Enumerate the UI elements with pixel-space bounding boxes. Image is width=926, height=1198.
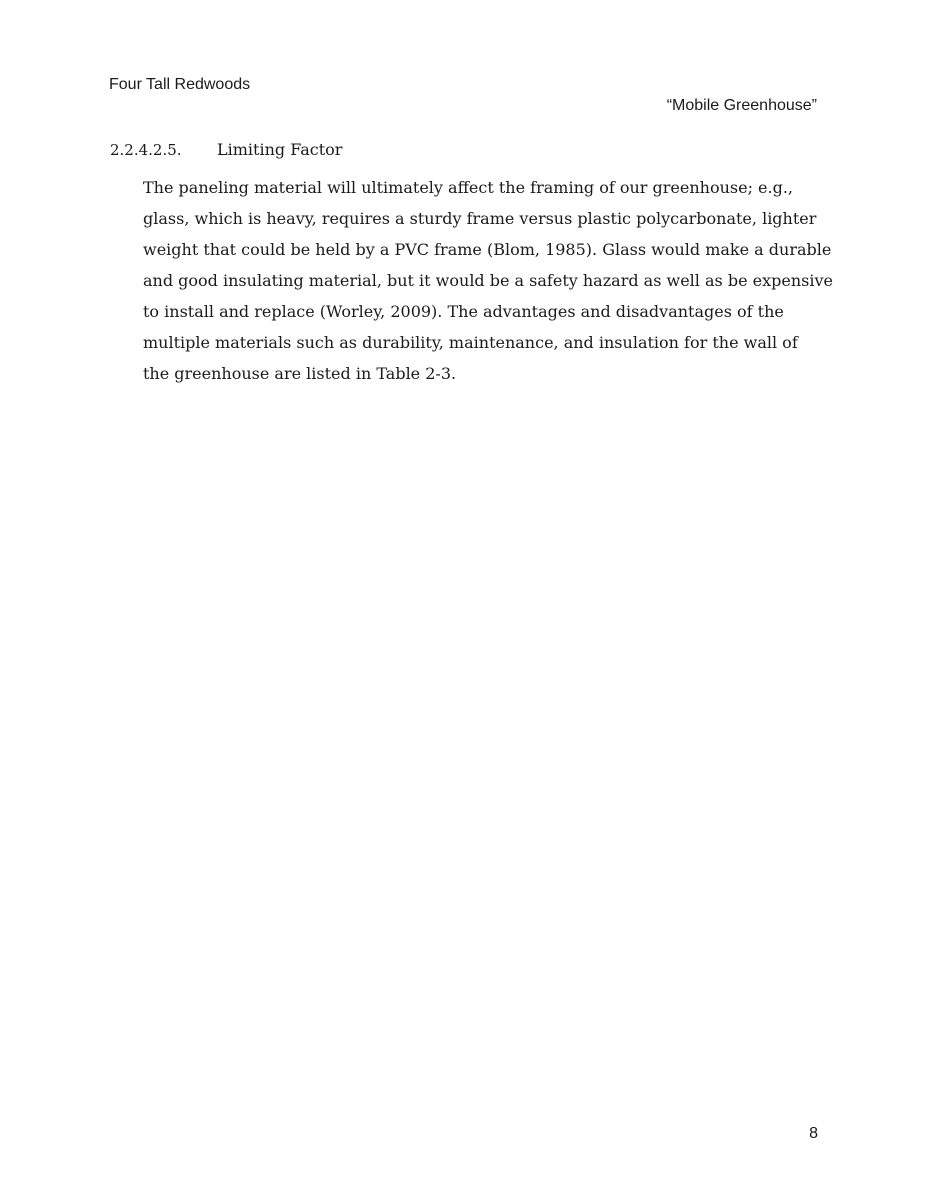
paragraph-line: and good insulating material, but it would be a safety hazard as well as be expensive	[143, 271, 833, 290]
paragraph-line: to install and replace (Worley, 2009). The advantages and disadvantages of the	[143, 302, 784, 321]
paragraph-line: weight that could be held by a PVC frame (Blom, 1985). Glass would make a durable	[143, 240, 832, 259]
running-header-right: “Mobile Greenhouse”	[666, 97, 817, 114]
paragraph-line: the greenhouse are listed in Table 2-3.	[143, 364, 457, 383]
body-paragraph	[143, 172, 833, 389]
section-heading	[110, 140, 342, 160]
paragraph-line: multiple materials such as durability, maintenance, and insulation for the wall of	[143, 333, 798, 352]
paragraph-line: The paneling material will ultimately affect the framing of our greenhouse; e.g.,	[143, 178, 794, 197]
page-number: 8	[809, 1125, 818, 1142]
section-number: 2.2.4.2.5.	[110, 141, 182, 159]
paragraph-line: glass, which is heavy, requires a sturdy frame versus plastic polycarbonate, lighter	[143, 209, 817, 228]
running-header-left: Four Tall Redwoods	[109, 76, 251, 93]
section-title: Limiting Factor	[217, 140, 343, 159]
